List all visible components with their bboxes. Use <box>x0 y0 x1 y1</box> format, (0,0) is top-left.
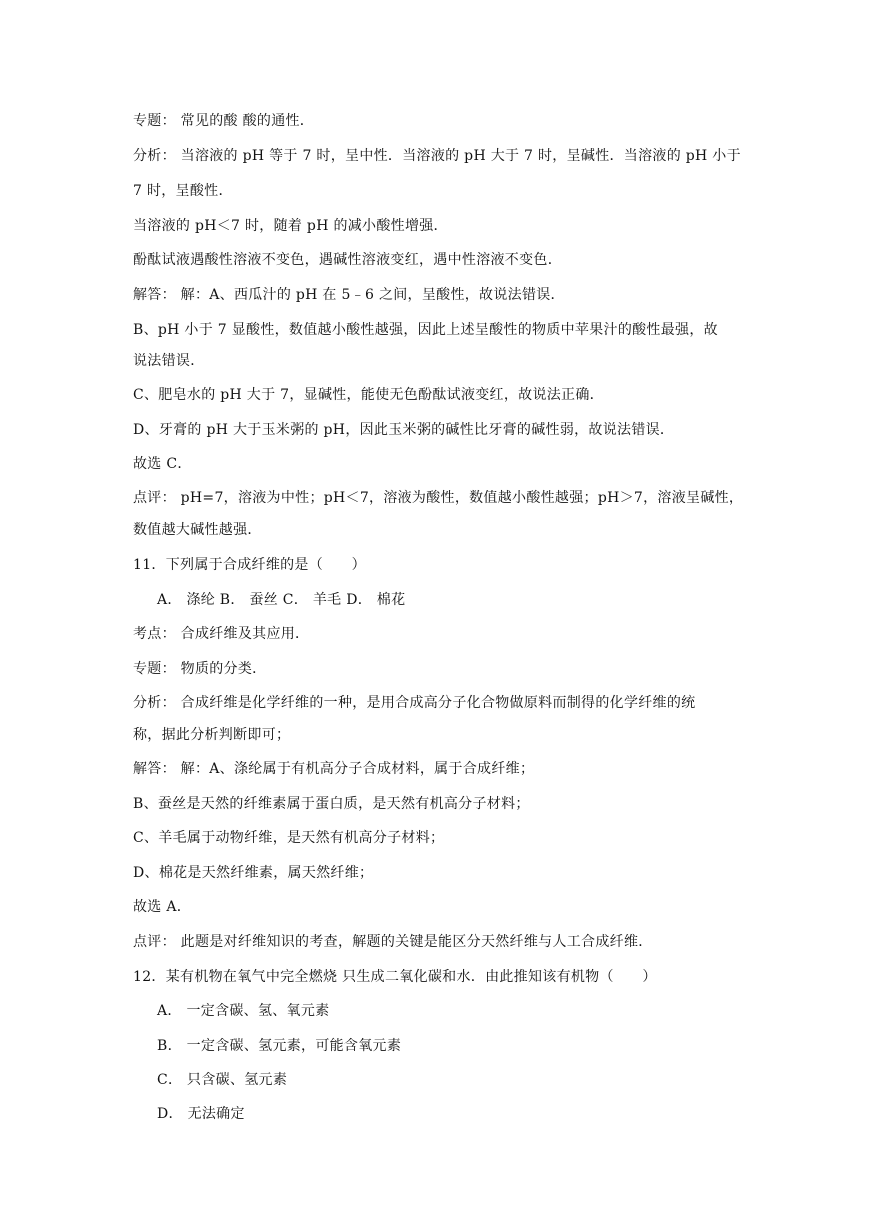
text-line: 点评： pH=7，溶液为中性；pH＜7，溶液为酸性，数值越小酸性越强；pH＞7，溶液呈碱性， <box>133 490 744 506</box>
answer-option-d: D． 无法确定 <box>157 1106 245 1122</box>
answer-option-b: B． 一定含碳、氢元素，可能含氧元素 <box>157 1038 402 1054</box>
text-line: 称，据此分析判断即可； <box>133 727 291 743</box>
text-line: D、牙膏的 pH 大于玉米粥的 pH，因此玉米粥的碱性比牙膏的碱性弱，故说法错误． <box>133 422 675 438</box>
text-line: 解答： 解：A、涤纶属于有机高分子合成材料，属于合成纤维； <box>133 761 535 777</box>
text-line: 解答： 解：A、西瓜汁的 pH 在 5﹣6 之间，呈酸性，故说法错误． <box>133 287 565 303</box>
question-title: 12．某有机物在氧气中完全燃烧 只生成二氧化碳和水．由此推知该有机物（ ） <box>133 969 657 985</box>
text-line: 数值越大碱性越强． <box>133 522 262 538</box>
text-line: 说法错误． <box>133 353 205 369</box>
text-line: 专题： 常见的酸 酸的通性． <box>133 113 315 129</box>
text-line: 点评： 此题是对纤维知识的考查，解题的关键是能区分天然纤维与人工合成纤维． <box>133 934 653 950</box>
text-line: 酚酞试液遇酸性溶液不变色，遇碱性溶液变红，遇中性溶液不变色． <box>133 252 562 268</box>
text-line: 考点： 合成纤维及其应用． <box>133 626 310 642</box>
text-line: B、pH 小于 7 显酸性，数值越小酸性越强，因此上述呈酸性的物质中苹果汁的酸性最强，故 <box>133 322 718 338</box>
text-line: D、棉花是天然纤维素，属天然纤维； <box>133 865 374 881</box>
text-line: 专题： 物质的分类． <box>133 661 267 677</box>
text-line: 分析： 合成纤维是化学纤维的一种，是用合成高分子化合物做原料而制得的化学纤维的统 <box>133 695 696 711</box>
text-line: 故选 A． <box>133 899 192 915</box>
text-line: 分析： 当溶液的 pH 等于 7 时，呈中性．当溶液的 pH 大于 7 时，呈碱性．当溶液的 pH 小于 <box>133 148 741 164</box>
question-title: 11．下列属于合成纤维的是（ ） <box>133 557 366 573</box>
text-line: 当溶液的 pH＜7 时，随着 pH 的减小酸性增强． <box>133 218 448 234</box>
text-line: 故选 C． <box>133 456 192 472</box>
answer-options: A． 涤纶 B． 蚕丝 C． 羊毛 D． 棉花 <box>157 592 406 608</box>
text-line: B、蚕丝是天然的纤维素属于蛋白质，是天然有机高分子材料； <box>133 796 530 812</box>
text-line: 7 时，呈酸性． <box>133 183 233 199</box>
answer-option-a: A． 一定含碳、氢、氧元素 <box>157 1003 330 1019</box>
text-line: C、羊毛属于动物纤维，是天然有机高分子材料； <box>133 830 445 846</box>
answer-option-c: C． 只含碳、氢元素 <box>157 1072 288 1088</box>
text-line: C、肥皂水的 pH 大于 7，显碱性，能使无色酚酞试液变红，故说法正确． <box>133 387 604 403</box>
